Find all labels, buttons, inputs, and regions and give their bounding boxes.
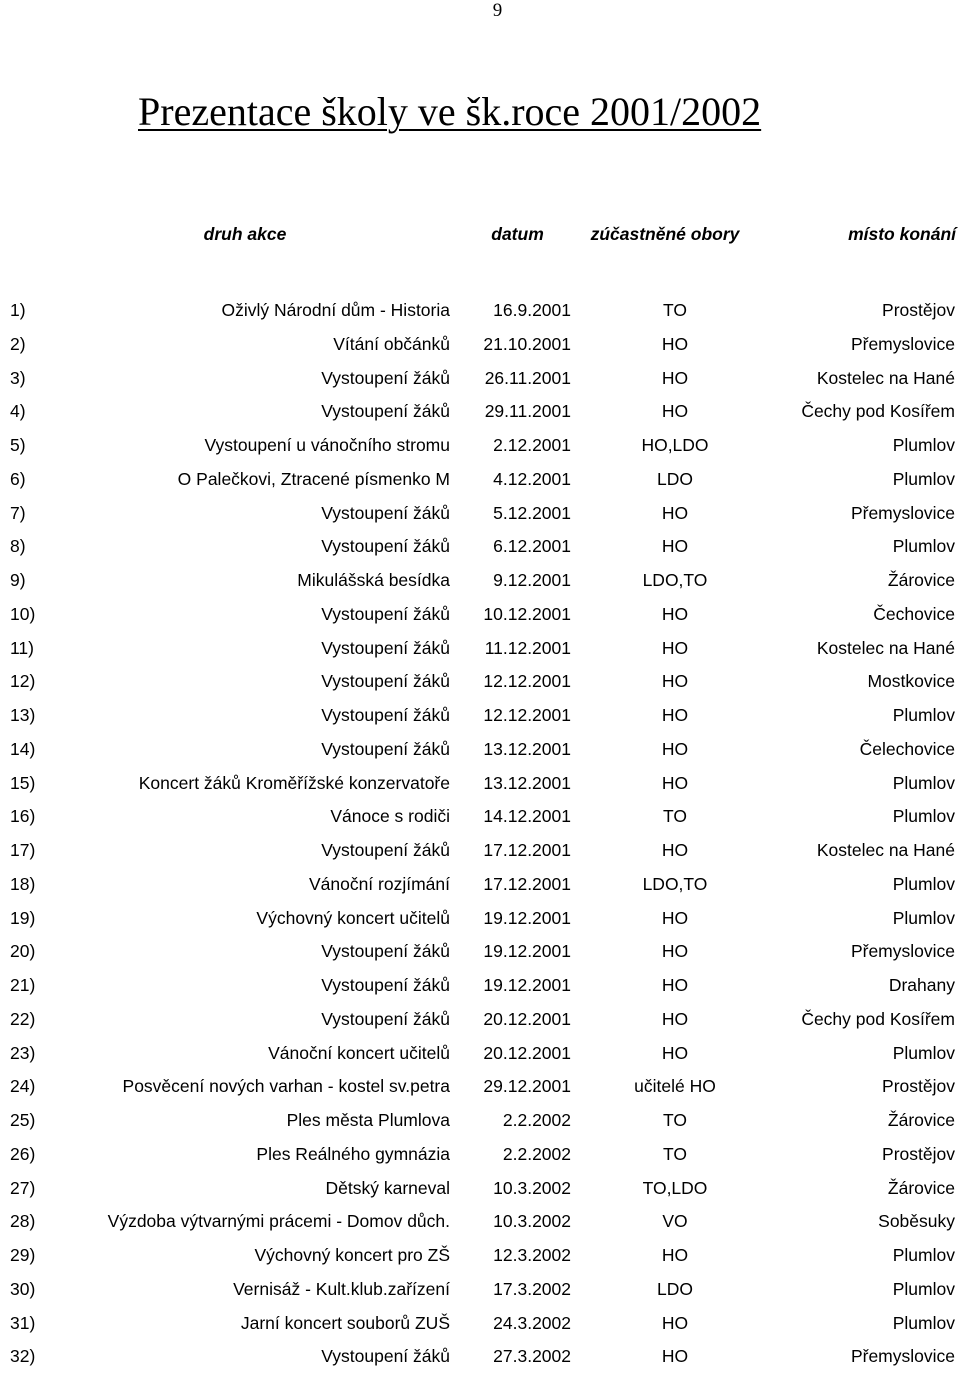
row-number: 20) xyxy=(10,941,36,962)
row-fields: HO xyxy=(661,1346,689,1367)
row-fields: TO xyxy=(663,1143,687,1164)
row-date: 12.3.2002 xyxy=(493,1245,571,1265)
row-event: Ples města Plumlova xyxy=(286,1110,450,1130)
row-date: 19.12.2001 xyxy=(483,941,571,962)
row-number: 14) xyxy=(10,738,36,759)
table-row xyxy=(0,568,960,602)
header-place: místo konání xyxy=(848,224,956,244)
row-event: Ples Reálného gymnázia xyxy=(256,1143,450,1164)
table-row xyxy=(0,636,960,670)
row-place: Kostelec na Hané xyxy=(816,637,955,658)
row-date: 17.12.2001 xyxy=(483,840,571,860)
row-date: 20.12.2001 xyxy=(483,1042,571,1063)
row-event: Vystoupení žáků xyxy=(321,637,450,658)
row-event: Vystoupení žáků xyxy=(321,401,450,422)
row-date: 2.12.2001 xyxy=(493,435,571,455)
row-date: 12.12.2001 xyxy=(483,705,571,725)
row-date: 17.3.2002 xyxy=(493,1278,571,1299)
row-fields: HO xyxy=(661,1312,689,1333)
row-fields: HO xyxy=(661,705,689,725)
table-row xyxy=(0,298,960,332)
row-place: Plumlov xyxy=(892,1245,955,1265)
row-fields: TO,LDO xyxy=(642,1177,708,1198)
row-number: 18) xyxy=(10,873,36,894)
row-date: 17.12.2001 xyxy=(483,873,571,894)
row-number: 12) xyxy=(10,671,36,692)
table-row xyxy=(0,1007,960,1041)
row-number: 19) xyxy=(10,907,36,928)
page-title: Prezentace školy ve šk.roce 2001/2002 xyxy=(138,89,762,134)
row-fields: HO xyxy=(661,1008,689,1029)
row-fields: HO xyxy=(661,1042,689,1063)
row-fields: HO xyxy=(661,637,689,658)
table-row xyxy=(0,669,960,703)
table-row xyxy=(0,366,960,400)
row-date: 13.12.2001 xyxy=(483,772,571,793)
table-row xyxy=(0,602,960,636)
row-place: Plumlov xyxy=(892,1278,955,1299)
row-number: 11) xyxy=(10,637,34,658)
row-place: Plumlov xyxy=(892,1042,955,1063)
table-row xyxy=(0,1108,960,1142)
row-date: 24.3.2002 xyxy=(493,1312,571,1333)
row-place: Přemyslovice xyxy=(850,502,955,523)
table-row xyxy=(0,501,960,535)
row-place: Plumlov xyxy=(892,907,955,928)
row-fields: TO xyxy=(663,1110,687,1130)
row-event: Vystoupení žáků xyxy=(321,1346,450,1367)
row-date: 4.12.2001 xyxy=(493,468,571,489)
row-date: 6.12.2001 xyxy=(493,536,571,557)
row-fields: HO xyxy=(661,975,689,995)
row-number: 6) xyxy=(10,468,26,489)
row-event: Vystoupení žáků xyxy=(321,840,450,860)
row-number: 29) xyxy=(10,1245,36,1265)
row-number: 27) xyxy=(10,1177,36,1198)
row-event: Výchovný koncert učitelů xyxy=(256,907,450,928)
row-fields: HO xyxy=(661,840,689,860)
header-fields: zúčastněné obory xyxy=(590,224,740,244)
row-date: 14.12.2001 xyxy=(483,806,571,827)
row-date: 16.9.2001 xyxy=(493,300,571,320)
row-date: 9.12.2001 xyxy=(493,570,571,590)
row-place: Žárovice xyxy=(887,1110,955,1130)
row-event: Dětský karneval xyxy=(325,1177,450,1198)
row-number: 5) xyxy=(10,435,26,455)
row-place: Přemyslovice xyxy=(850,1346,955,1367)
table-row xyxy=(0,332,960,366)
table-row xyxy=(0,1176,960,1210)
row-number: 10) xyxy=(10,603,36,624)
row-date: 2.2.2002 xyxy=(502,1110,571,1130)
row-date: 2.2.2002 xyxy=(502,1143,571,1164)
row-date: 10.3.2002 xyxy=(493,1177,571,1198)
row-date: 12.12.2001 xyxy=(483,671,571,692)
row-fields: HO xyxy=(661,502,689,523)
row-number: 26) xyxy=(10,1143,36,1164)
row-date: 19.12.2001 xyxy=(483,975,571,995)
row-number: 21) xyxy=(10,975,36,995)
row-place: Čechy pod Kosířem xyxy=(801,401,955,422)
row-fields: HO xyxy=(661,401,689,422)
row-fields: LDO xyxy=(657,468,693,489)
table-row xyxy=(0,534,960,568)
row-date: 13.12.2001 xyxy=(483,738,571,759)
table-row xyxy=(0,1142,960,1176)
table-row xyxy=(0,1074,960,1108)
row-number: 2) xyxy=(10,333,26,354)
table-row xyxy=(0,838,960,872)
row-event: Koncert žáků Kroměřížské konzervatoře xyxy=(138,772,450,793)
row-event: Vernisáž - Kult.klub.zařízení xyxy=(233,1278,450,1299)
row-event: Vánoční rozjímání xyxy=(308,873,450,894)
row-number: 31) xyxy=(10,1312,36,1333)
table-row xyxy=(0,771,960,805)
row-place: Plumlov xyxy=(892,468,955,489)
row-place: Čelechovice xyxy=(859,738,955,759)
table-row xyxy=(0,703,960,737)
row-event: Vánoce s rodiči xyxy=(330,806,450,827)
table-row xyxy=(0,939,960,973)
row-fields: HO xyxy=(661,603,689,624)
row-event: Vánoční koncert učitelů xyxy=(268,1042,450,1063)
row-place: Mostkovice xyxy=(867,671,955,692)
row-event: Vystoupení žáků xyxy=(321,705,450,725)
table-row xyxy=(0,1311,960,1345)
row-event: Vystoupení žáků xyxy=(321,536,450,557)
row-fields: TO xyxy=(663,806,687,827)
row-fields: HO xyxy=(661,536,689,557)
row-event: Vystoupení žáků xyxy=(321,502,450,523)
row-fields: HO xyxy=(661,367,689,388)
row-number: 1) xyxy=(10,300,26,320)
row-place: Čechovice xyxy=(873,603,955,624)
row-fields: HO xyxy=(661,333,689,354)
row-event: Vystoupení žáků xyxy=(321,603,450,624)
row-place: Plumlov xyxy=(892,806,955,827)
row-place: Přemyslovice xyxy=(850,333,955,354)
row-date: 5.12.2001 xyxy=(493,502,571,523)
row-fields: HO xyxy=(661,941,689,962)
row-place: Prostějov xyxy=(882,1143,955,1164)
row-date: 21.10.2001 xyxy=(483,333,571,354)
row-place: Čechy pod Kosířem xyxy=(801,1008,955,1029)
row-event: Vystoupení žáků xyxy=(321,671,450,692)
row-event: Vystoupení žáků xyxy=(321,367,450,388)
row-number: 22) xyxy=(10,1008,36,1029)
row-event: Mikulášská besídka xyxy=(297,570,450,590)
row-fields: HO xyxy=(661,772,689,793)
row-fields: HO xyxy=(661,1245,689,1265)
row-number: 23) xyxy=(10,1042,36,1063)
row-date: 20.12.2001 xyxy=(483,1008,571,1029)
row-event: Vítání občánků xyxy=(333,333,450,354)
row-number: 24) xyxy=(10,1076,36,1097)
row-number: 25) xyxy=(10,1110,36,1130)
row-place: Žárovice xyxy=(887,1177,955,1198)
row-place: Kostelec na Hané xyxy=(816,840,955,860)
row-fields: HO xyxy=(661,671,689,692)
row-place: Drahany xyxy=(888,975,955,995)
row-date: 10.12.2001 xyxy=(483,603,571,624)
row-number: 3) xyxy=(10,367,26,388)
row-place: Přemyslovice xyxy=(850,941,955,962)
row-place: Plumlov xyxy=(892,1312,955,1333)
row-date: 10.3.2002 xyxy=(493,1211,571,1232)
row-date: 19.12.2001 xyxy=(483,907,571,928)
row-fields: VO xyxy=(662,1211,688,1232)
row-event: Vystoupení žáků xyxy=(321,975,450,995)
row-number: 30) xyxy=(10,1278,36,1299)
row-event: Vystoupení žáků xyxy=(321,738,450,759)
row-fields: LDO,TO xyxy=(642,873,708,894)
row-number: 16) xyxy=(10,806,36,827)
row-place: Prostějov xyxy=(882,300,955,320)
row-event: Výzdoba výtvarnými prácemi - Domov důch. xyxy=(107,1211,450,1232)
table-row xyxy=(0,872,960,906)
row-event: Posvěcení nových varhan - kostel sv.petra xyxy=(122,1076,450,1097)
table-row xyxy=(0,433,960,467)
table-row xyxy=(0,399,960,433)
row-number: 9) xyxy=(10,570,26,590)
table-row xyxy=(0,1209,960,1243)
row-event: Výchovný koncert pro ZŠ xyxy=(254,1245,450,1265)
row-place: Soběsuky xyxy=(878,1211,955,1232)
row-fields: TO xyxy=(663,300,687,320)
row-number: 15) xyxy=(10,772,36,793)
row-date: 11.12.2001 xyxy=(484,637,571,658)
row-fields: HO xyxy=(661,907,689,928)
row-event: Vystoupení u vánočního stromu xyxy=(204,435,450,455)
table-row xyxy=(0,737,960,771)
events-table xyxy=(0,298,960,1378)
row-fields: LDO xyxy=(657,1278,693,1299)
row-place: Plumlov xyxy=(892,705,955,725)
table-row xyxy=(0,1344,960,1378)
row-place: Plumlov xyxy=(892,772,955,793)
row-event: Oživlý Národní dům - Historia xyxy=(221,300,450,320)
table-row xyxy=(0,804,960,838)
row-number: 8) xyxy=(10,536,26,557)
row-place: Plumlov xyxy=(892,435,955,455)
table-row xyxy=(0,1243,960,1277)
row-fields: HO xyxy=(661,738,689,759)
row-fields: HO,LDO xyxy=(641,435,709,455)
row-place: Kostelec na Hané xyxy=(816,367,955,388)
row-date: 29.12.2001 xyxy=(483,1076,571,1097)
row-event: Jarní koncert souborů ZUŠ xyxy=(240,1312,450,1333)
row-fields: LDO,TO xyxy=(642,570,708,590)
row-number: 4) xyxy=(10,401,26,422)
row-event: O Palečkovi, Ztracené písmenko M xyxy=(177,468,450,489)
row-number: 7) xyxy=(10,502,26,523)
row-number: 17) xyxy=(10,840,36,860)
table-row xyxy=(0,973,960,1007)
row-date: 27.3.2002 xyxy=(493,1346,571,1367)
table-row xyxy=(0,1277,960,1311)
row-fields: učitelé HO xyxy=(634,1076,716,1097)
row-place: Plumlov xyxy=(892,536,955,557)
row-date: 26.11.2001 xyxy=(484,367,571,388)
page-number: 9 xyxy=(492,0,503,21)
row-number: 32) xyxy=(10,1346,36,1367)
row-date: 29.11.2001 xyxy=(484,401,571,422)
row-event: Vystoupení žáků xyxy=(321,1008,450,1029)
row-number: 28) xyxy=(10,1211,36,1232)
header-date: datum xyxy=(491,224,544,244)
table-row xyxy=(0,1041,960,1075)
row-place: Žárovice xyxy=(887,570,955,590)
row-number: 13) xyxy=(10,705,36,725)
row-place: Prostějov xyxy=(882,1076,955,1097)
table-row xyxy=(0,906,960,940)
header-event-type: druh akce xyxy=(203,224,287,244)
table-row xyxy=(0,467,960,501)
row-place: Plumlov xyxy=(892,873,955,894)
row-event: Vystoupení žáků xyxy=(321,941,450,962)
